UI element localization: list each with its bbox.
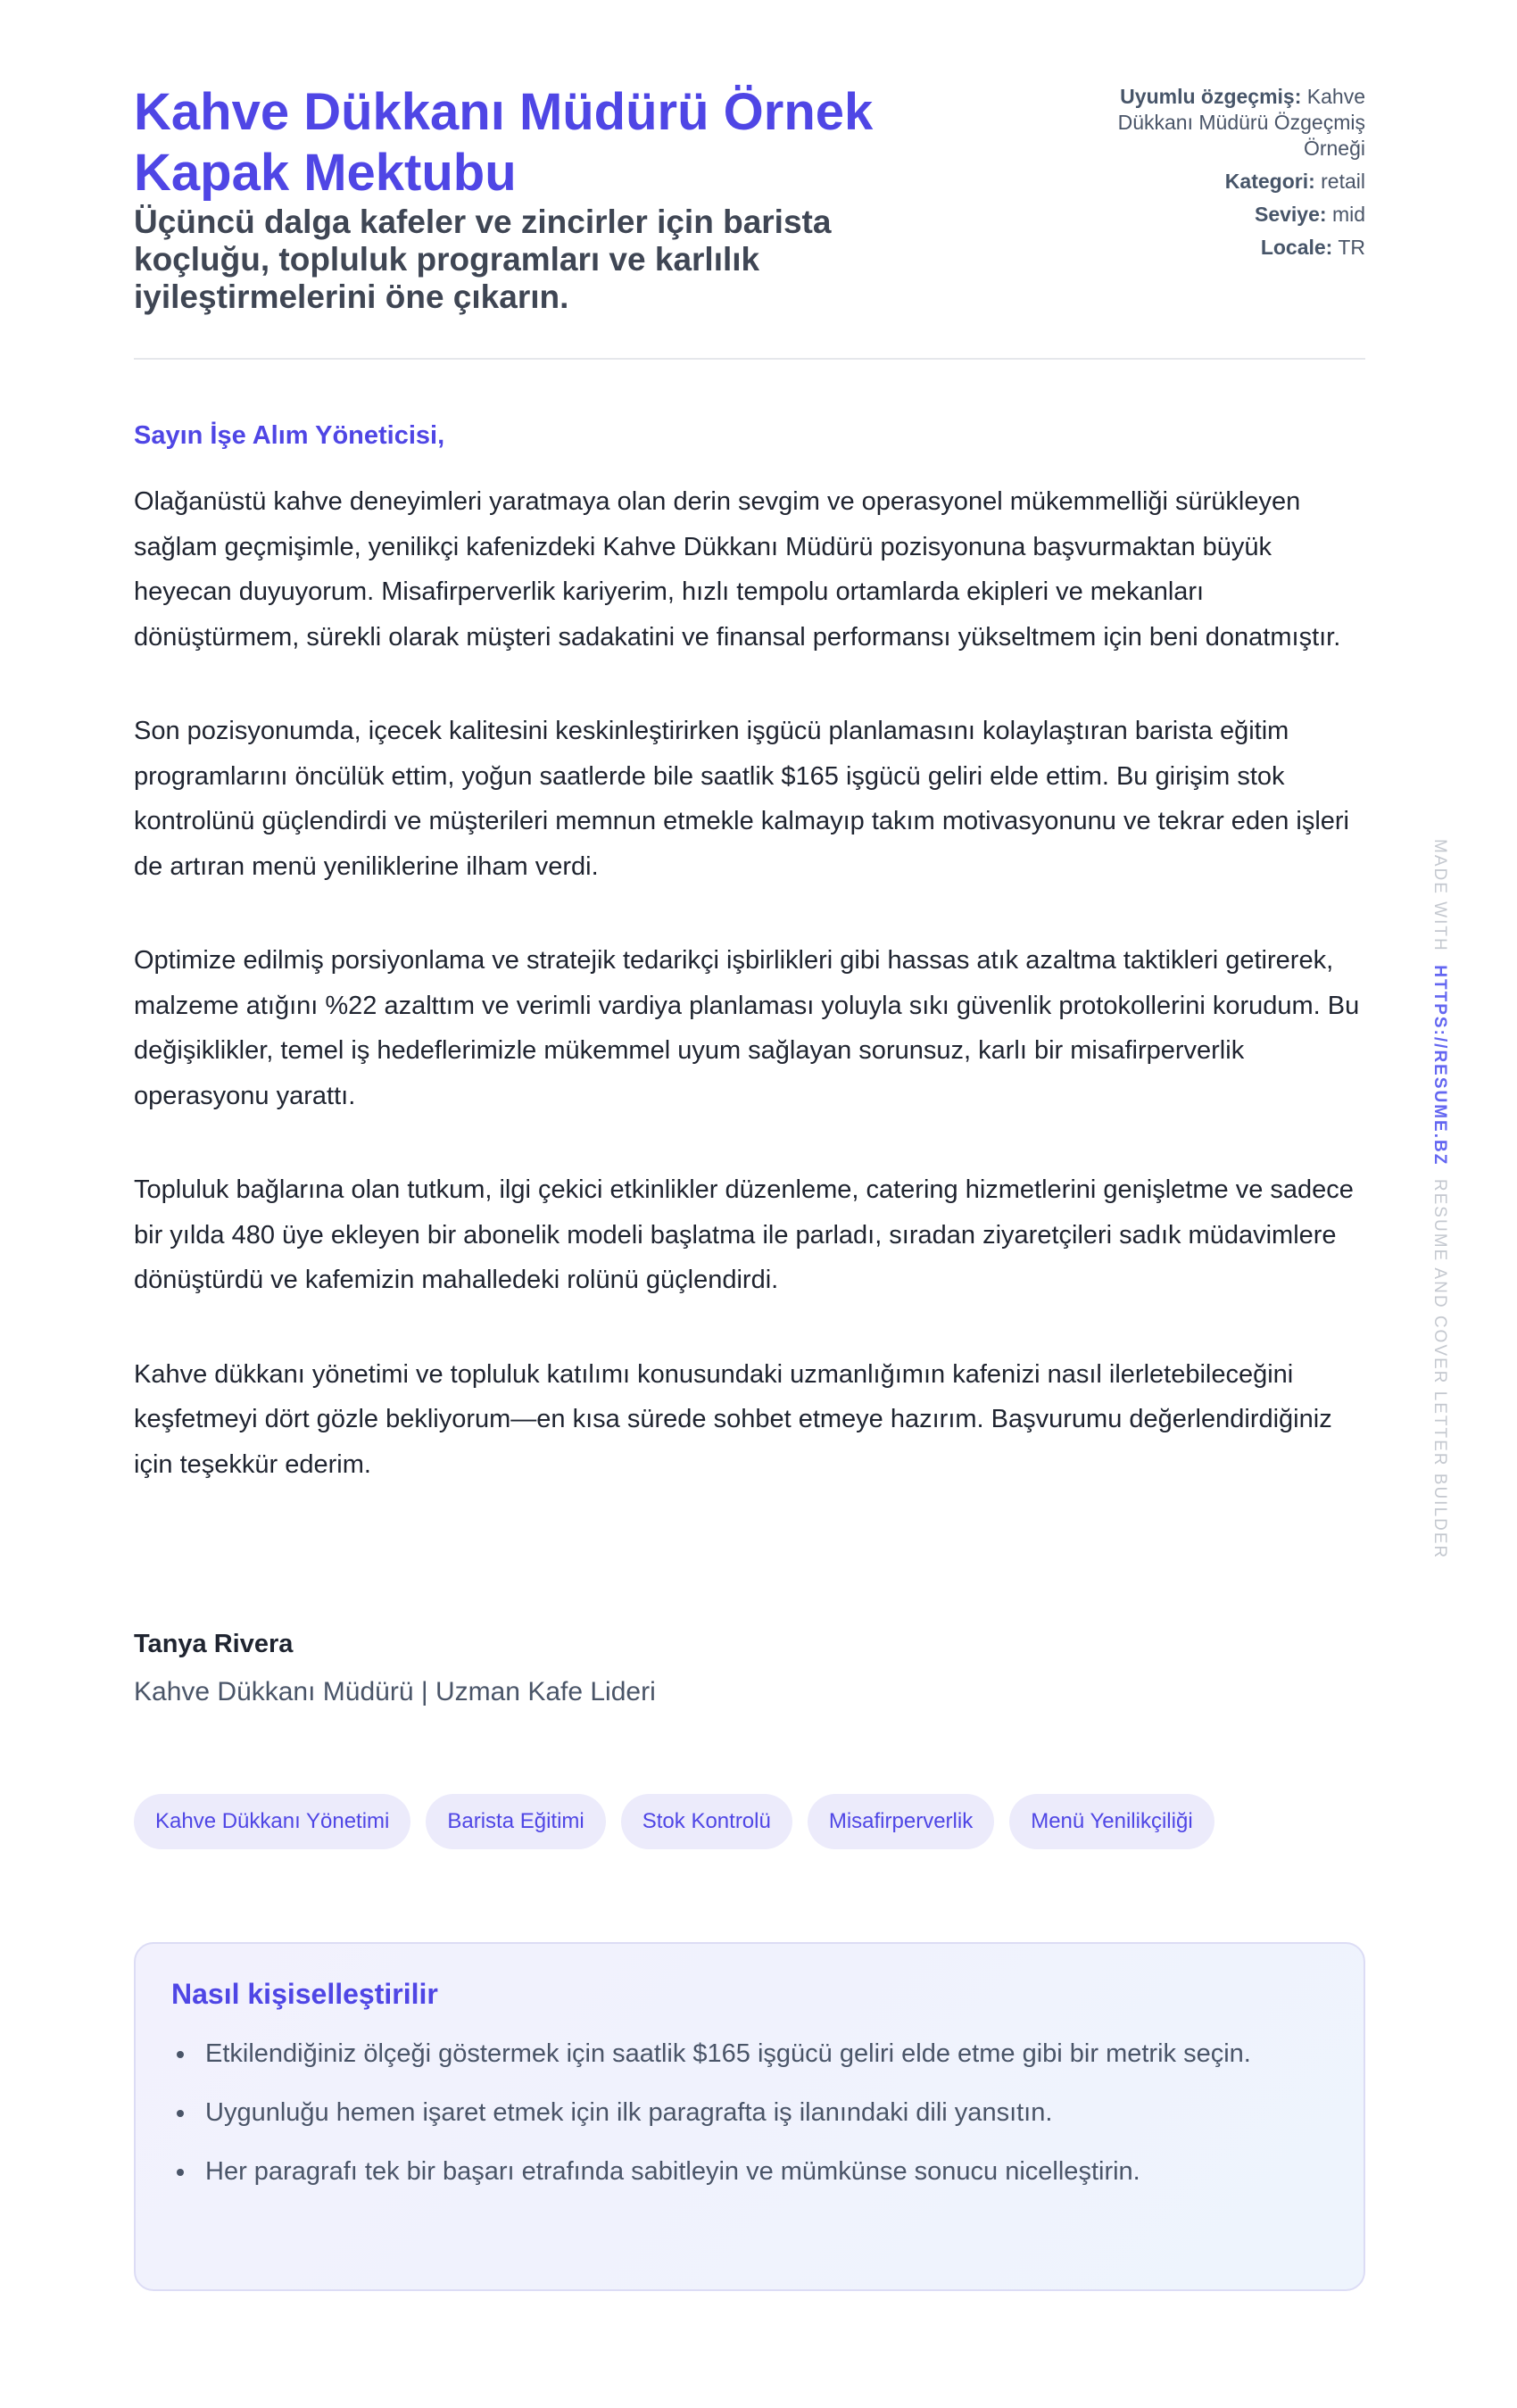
meta-info [1062, 84, 1365, 268]
skill-tag: Stok Kontrolü [621, 1794, 792, 1849]
watermark: MADE WITH HTTPS://RESUME.BZ RESUME AND COVER LETTER BUILDER [1430, 839, 1449, 1560]
skill-tag: Menü Yenilikçiliği [1009, 1794, 1214, 1849]
watermark-link[interactable]: HTTPS://RESUME.BZ [1430, 965, 1449, 1167]
signature-title: Kahve Dükkanı Müdürü | Uzman Kafe Lideri [134, 1677, 656, 1706]
skill-tag: Misafirperverlik [808, 1794, 994, 1849]
signature [134, 1630, 656, 1707]
skill-tag: Barista Eğitimi [426, 1794, 605, 1849]
tips-title: Nasıl kişiselleştirilir [171, 1978, 438, 2010]
paragraph: Kahve dükkanı yönetimi ve topluluk katılımı konusundaki uzmanlığımın kafenizi nasıl ilerletebileceğini keşfetmeyi dört gözle bekliyorum—en kısa sürede sohbet etmeye hazırım. Başvurumu değerlendirdiğiniz için teşekkür ederim. [134, 1359, 1332, 1479]
paragraph: Son pozisyonumda, içecek kalitesini keskinleştirirken işgücü planlamasını kolaylaştıran barista eğitim programlarını öncülük ettim, yoğun saatlerde bile saatlik $165 işgücü geliri elde ettim. Bu girişim stok kontrolünü güçlendirdi ve müşterileri memnun etmekle kalmayıp takım motivasyonunu ve tekrar eden işleri de artıran menü yeniliklerine ilham verdi. [134, 717, 1349, 881]
salutation: Sayın İşe Alım Yöneticisi, [134, 421, 445, 450]
tip-item: Her paragrafı tek bir başarı etrafında sabitleyin ve mümkünse sonucu nicelleştirin. [171, 2150, 1328, 2194]
meta-level: Seviye: mid [1254, 203, 1365, 226]
skill-tags [134, 1794, 1214, 1849]
paragraph: Optimize edilmiş porsiyonlama ve stratejik tedarikçi işbirlikleri gibi hassas atık azaltma taktikleri getirerek, malzeme atığını %22 azalttım ve verimli vardiya planlaması yoluyla sıkı güvenlik protokollerini korudum. Bu değişiklikler, temel iş hedeflerimizle mükemmel uyum sağlayan sorunsuz, karlı bir misafirperverlik operasyonu yarattı. [134, 946, 1360, 1110]
skill-tag: Kahve Dükkanı Yönetimi [134, 1794, 410, 1849]
paragraph: Olağanüstü kahve deneyimleri yaratmaya olan derin sevgim ve operasyonel mükemmelliği sürükleyen sağlam geçmişimle, yenilikçi kafenizdeki Kahve Dükkanı Müdürü pozisyonuna başvurmaktan büyük heyecan duyuyorum. Misafirperverlik kariyerim, hızlı tempolu ortamlarda ekipleri ve mekanları dönüştürmem, sürekli olarak müşteri sadakatini ve finansal performansı yükseltmem için beni donatmıştır. [134, 487, 1341, 652]
personalization-tips [134, 1942, 1365, 2291]
divider [134, 358, 1365, 360]
tip-item: Etkilendiğiniz ölçeği göstermek için saatlik $165 işgücü geliri elde etme gibi bir metrik seçin. [171, 2032, 1328, 2076]
letter-body [134, 421, 1365, 1536]
tip-item: Uygunluğu hemen işaret etmek için ilk paragrafta iş ilanındaki dili yansıtın. [171, 2091, 1328, 2135]
meta-resume: Uyumlu özgeçmiş: Kahve Dükkanı Müdürü Özgeçmiş Örneği [1117, 85, 1365, 160]
signature-name: Tanya Rivera [134, 1630, 294, 1658]
page-title: Kahve Dükkanı Müdürü Örnek Kapak Mektubu [134, 83, 874, 202]
page-subtitle: Üçüncü dalga kafeler ve zincirler için barista koçluğu, topluluk programları ve karlılık iyileştirmelerini öne çıkarın. [134, 203, 832, 315]
header [134, 82, 1365, 359]
tips-list [171, 2032, 1328, 2194]
paragraph: Topluluk bağlarına olan tutkum, ilgi çekici etkinlikler düzenleme, catering hizmetlerini genişletme ve sadece bir yılda 480 üye ekleyen bir abonelik modeli başlatma ile parladı, sıradan ziyaretçileri sadık müdavimlere dönüştürdü ve kafemizin mahalledeki rolünü güçlendirdi. [134, 1175, 1354, 1294]
meta-category: Kategori: retail [1224, 170, 1365, 193]
meta-locale: Locale: TR [1260, 236, 1365, 259]
